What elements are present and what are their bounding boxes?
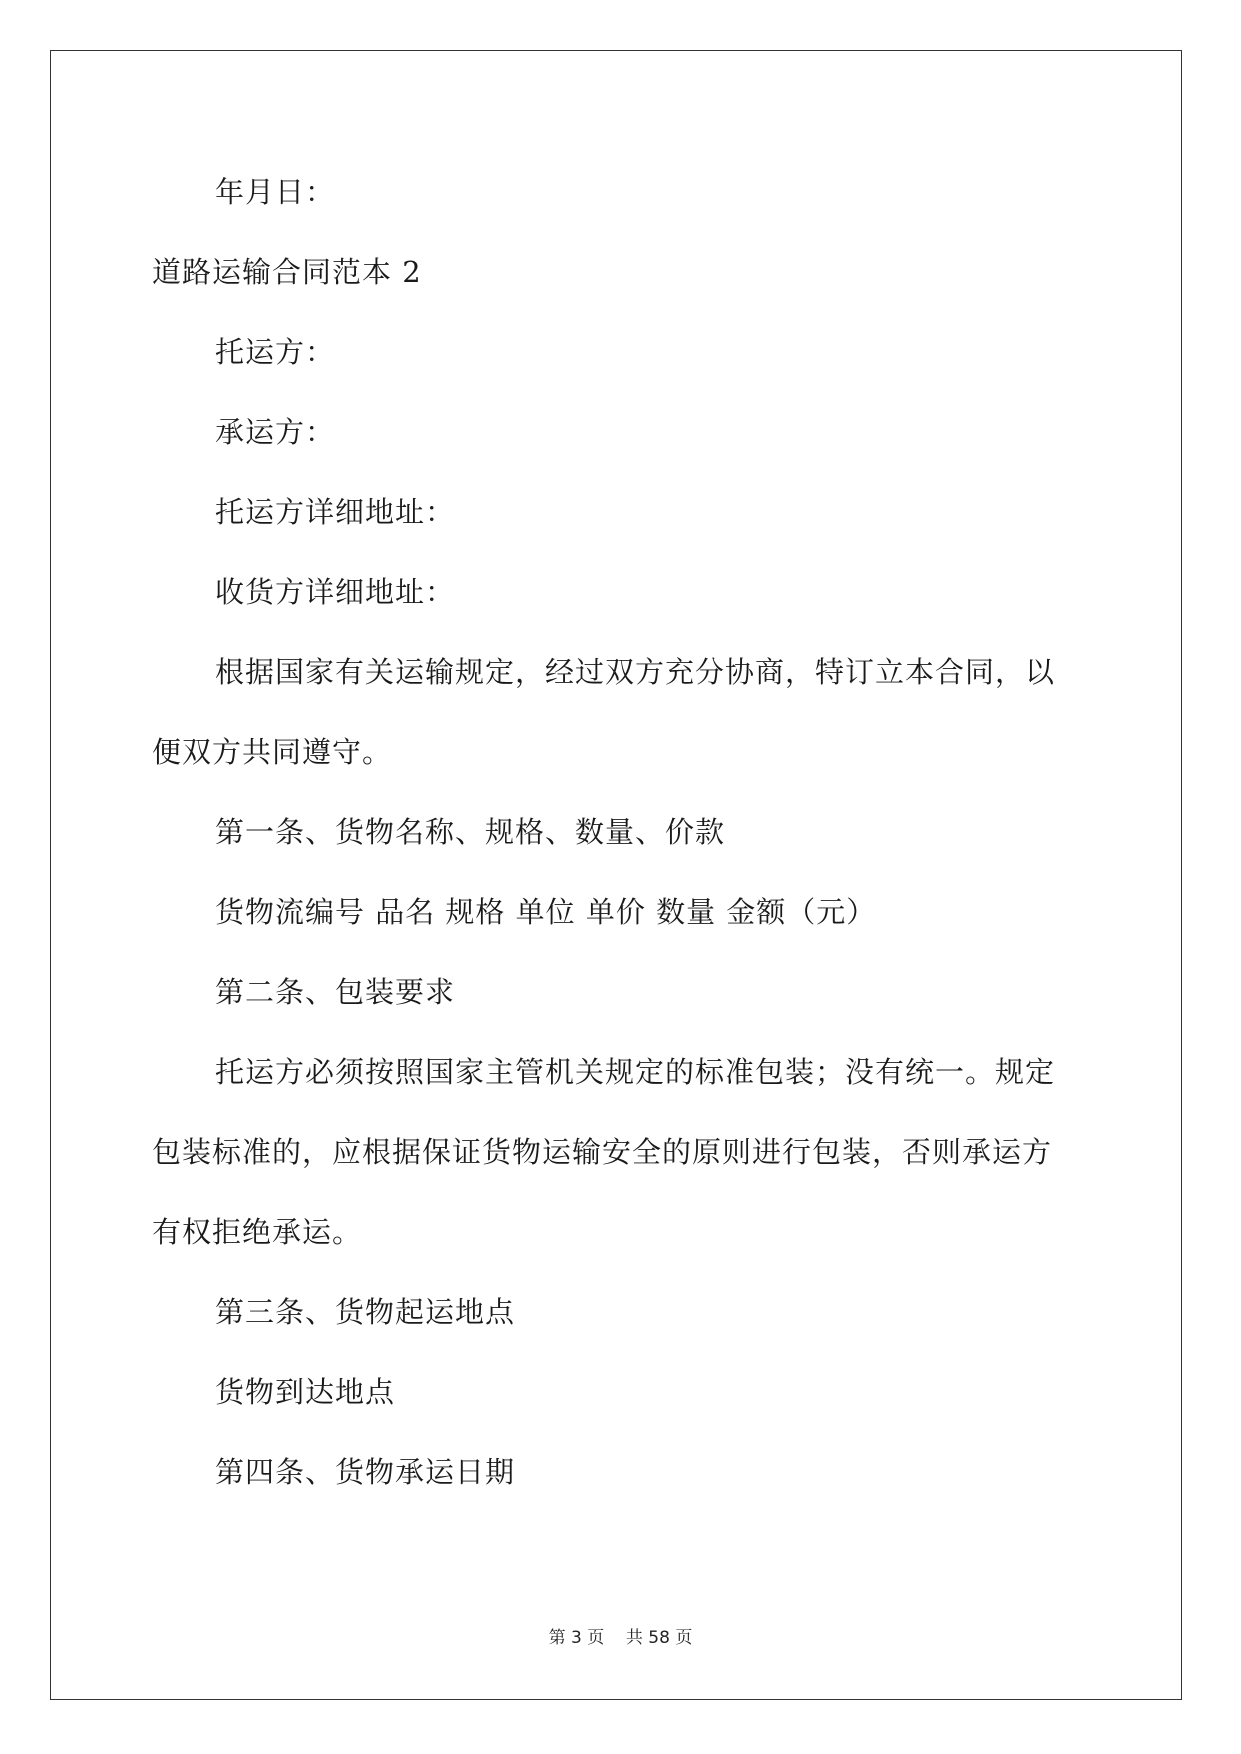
intro-paragraph-line-2: 便双方共同遵守。 <box>152 735 393 769</box>
article-3-heading: 第三条、货物起运地点 <box>215 1295 516 1329</box>
consignee-address-line: 收货方详细地址： <box>215 575 456 609</box>
date-line: 年月日： <box>215 175 336 209</box>
shipper-address-line: 托运方详细地址： <box>215 495 456 529</box>
arrival-location-line: 货物到达地点 <box>215 1375 396 1409</box>
page-total: 共 58 页 <box>625 1628 693 1648</box>
page-footer <box>0 1626 1241 1650</box>
shipper-line: 托运方： <box>215 335 336 369</box>
goods-table-header: 货物流编号 品名 规格 单位 单价 数量 金额（元） <box>215 895 877 929</box>
article-2-heading: 第二条、包装要求 <box>215 975 456 1009</box>
carrier-line: 承运方： <box>215 415 336 449</box>
packaging-paragraph-line-3: 有权拒绝承运。 <box>152 1215 363 1249</box>
article-4-heading: 第四条、货物承运日期 <box>215 1455 516 1489</box>
intro-paragraph-line-1: 根据国家有关运输规定，经过双方充分协商，特订立本合同，以 <box>215 655 1056 689</box>
packaging-paragraph-line-1: 托运方必须按照国家主管机关规定的标准包装；没有统一。规定 <box>215 1055 1056 1089</box>
article-1-heading: 第一条、货物名称、规格、数量、价款 <box>215 815 726 849</box>
packaging-paragraph-line-2: 包装标准的，应根据保证货物运输安全的原则进行包装，否则承运方 <box>152 1135 1053 1169</box>
section-title: 道路运输合同范本 2 <box>152 255 422 289</box>
page-number: 第 3 页 <box>548 1628 605 1648</box>
